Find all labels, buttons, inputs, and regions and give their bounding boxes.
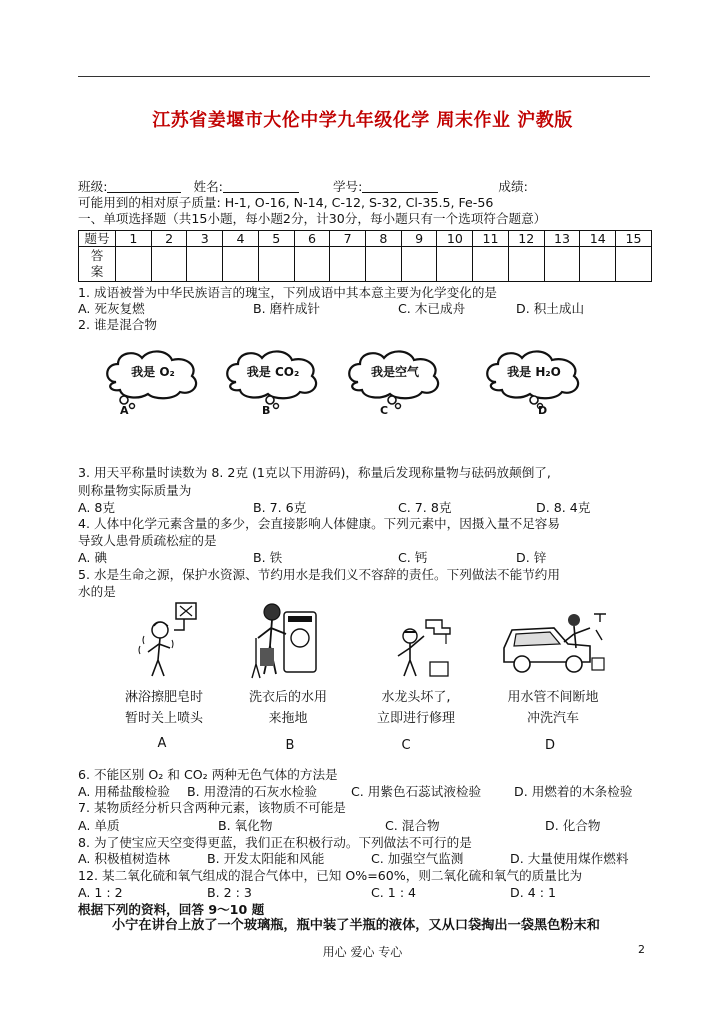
answer-cell[interactable] [508,247,544,282]
faucet-repair-icon [384,614,464,684]
answer-table-number: 5 [258,231,294,247]
car-washing-illustration [498,604,610,680]
bubble-d-letter: D [538,404,548,417]
caption-d-line2: 冲洗汽车 [526,711,579,726]
q6-stem: 6. 不能区别 O₂ 和 CO₂ 两种无色气体的方法是 [78,767,338,782]
q7-option-d: D. 化合物 [545,818,601,833]
answer-table-answer-row [79,247,652,282]
answer-cell[interactable] [116,247,152,282]
q1-option-a: A. 死灰复燃 [78,301,145,316]
answer-table [78,230,652,282]
answer-cell[interactable] [473,247,509,282]
answer-cell[interactable] [580,247,616,282]
answer-cell[interactable] [187,247,223,282]
caption-d-line1: 用水管不间断地 [507,690,599,705]
caption-a-line2: 暂时关上喷头 [124,711,203,726]
caption-a-line1: 淋浴擦肥皂时 [124,690,203,705]
q12-option-a: A. 1 : 2 [78,885,123,900]
answer-label-line2: 案 [90,264,104,279]
q12-stem: 12. 某二氧化硫和氧气组成的混合气体中，已知 O%=60%，则二氧化硫和氧气的质量比为 [78,868,583,883]
page-number: 2 [638,943,645,956]
bubble-a-text: 我是 O₂ [131,365,175,379]
q8-stem: 8. 为了使宝应天空变得更蓝，我们正在积极行动。下列做法不可行的是 [78,835,472,850]
answer-cell[interactable] [258,247,294,282]
q1-option-b: B. 磨杵成针 [253,301,321,316]
caption-d-letter: D [544,738,555,753]
name-blank [223,180,299,193]
q7-stem: 7. 某物质经分析只含两种元素，该物质不可能是 [78,800,346,815]
q3-option-a: A. 8克 [78,500,116,515]
atomic-masses: 可能用到的相对原子质量: H-1, O-16, N-14, C-12, S-32, Cl-35.5, Fe-56 [78,195,494,210]
answer-cell[interactable] [544,247,580,282]
caption-b [240,687,336,729]
q6-option-a: A. 用稀盐酸检验 [78,784,170,799]
q5-stem-line1: 5. 水是生命之源，保护水资源、节约用水是我们义不容辞的责任。下列做法不能节约用 [78,567,560,582]
bubble-b-letter: B [262,404,271,417]
name-label: 姓名: [193,179,223,194]
q8-option-d: D. 大量使用煤作燃料 [510,851,629,866]
q3-option-c: C. 7. 8克 [398,500,452,515]
answer-table-number: 2 [151,231,187,247]
q8-option-b: B. 开发太阳能和风能 [207,851,325,866]
q12-option-d: D. 4 : 1 [510,885,556,900]
thought-bubble-a [98,342,208,417]
q8-option-c: C. 加强空气监测 [371,851,464,866]
q5-stem-line2: 水的是 [78,584,116,599]
answer-cell[interactable] [437,247,473,282]
q3-option-b: B. 7. 6克 [253,500,307,515]
answer-table-number: 8 [366,231,402,247]
answer-table-number: 7 [330,231,366,247]
number-label: 学号: [332,179,363,194]
q7-option-b: B. 氧化物 [218,818,273,833]
bubble-c-letter: C [380,404,389,417]
header-rule [78,76,650,77]
bubble-d-text: 我是 H₂O [507,365,561,379]
q1-option-c: C. 木已成舟 [398,301,466,316]
bubble-c-text: 我是空气 [370,365,419,379]
answer-cell[interactable] [330,247,366,282]
car-washing-icon [498,604,610,680]
answer-table-number: 13 [544,231,580,247]
page-title: 江苏省姜堰市大伦中学九年级化学 周末作业 沪教版 [152,110,573,131]
caption-d [498,687,608,729]
caption-b-letter: B [285,738,295,753]
answer-table-number: 4 [223,231,259,247]
caption-c [368,687,464,729]
thought-bubble-c [340,342,450,417]
reading-text: 小宁在讲台上放了一个玻璃瓶，瓶中装了半瓶的液体，又从口袋掏出一袋黑色粉末和 [112,918,600,933]
answer-cell[interactable] [401,247,437,282]
answer-table-header-row [79,231,652,247]
q8-option-a: A. 积极植树造林 [78,851,170,866]
washing-machine-illustration [246,598,326,682]
answer-table-number: 10 [437,231,473,247]
thought-bubble-d [478,342,590,417]
class-label: 班级: [78,179,108,194]
section1-heading: 一、单项选择题（共15小题，每小题2分，计30分，每小题只有一个选项符合题意） [78,211,547,226]
q7-option-a: A. 单质 [78,818,120,833]
reading-heading: 根据下列的资料，回答 9～10 题 [78,902,265,917]
mopping-person-icon [246,598,326,682]
answer-table-answer-label [79,247,116,282]
shower-person-icon [132,600,202,680]
number-blank [362,180,438,193]
answer-table-number: 9 [401,231,437,247]
score-label: 成绩: [498,179,528,194]
page-footer: 用心 爱心 专心 [322,945,403,959]
q3-option-d: D. 8. 4克 [536,500,591,515]
q12-option-b: B. 2 : 3 [207,885,252,900]
bubble-a-letter: A [120,404,129,417]
caption-c-letter: C [401,738,411,753]
q12-option-c: C. 1 : 4 [371,885,417,900]
class-blank [107,180,181,193]
answer-cell[interactable] [151,247,187,282]
student-info-row [78,179,528,194]
q3-stem-line1: 3. 用天平称量时读数为 8. 2克 (1克以下用游码)，称量后发现称量物与砝码放颠倒了, [78,465,551,480]
caption-a [118,687,210,729]
answer-table-number: 15 [616,231,652,247]
caption-b-line1: 洗衣后的水用 [248,690,327,705]
answer-cell[interactable] [294,247,330,282]
caption-c-line1: 水龙头坏了, [381,690,451,705]
shower-illustration [132,600,202,680]
q4-option-d: D. 锌 [516,550,547,565]
answer-table-number: 11 [473,231,509,247]
answer-table-number: 3 [187,231,223,247]
q1-stem: 1. 成语被誉为中华民族语言的瑰宝，下列成语中其本意主要为化学变化的是 [78,285,498,300]
answer-table-number: 6 [294,231,330,247]
thought-bubble-b [218,342,328,417]
answer-table-number: 14 [580,231,616,247]
q7-option-c: C. 混合物 [385,818,440,833]
faucet-repair-illustration [384,614,464,684]
q1-option-d: D. 积土成山 [516,301,585,316]
answer-label-line1: 答 [90,248,104,263]
answer-table-header-label: 题号 [79,231,116,247]
answer-table-number: 1 [116,231,152,247]
q2-stem: 2. 谁是混合物 [78,317,157,332]
q4-option-c: C. 钙 [398,550,428,565]
q4-stem-line1: 4. 人体中化学元素含量的多少，会直接影响人体健康。下列元素中，因摄入量不足容易 [78,516,560,531]
caption-a-letter: A [157,736,167,751]
q4-option-a: A. 碘 [78,550,107,565]
caption-b-line2: 来拖地 [268,711,308,726]
q6-option-b: B. 用澄清的石灰水检验 [187,784,317,799]
q6-option-d: D. 用燃着的木条检验 [514,784,633,799]
q3-stem-line2: 则称量物实际质量为 [78,483,192,498]
answer-table-number: 12 [508,231,544,247]
answer-cell[interactable] [366,247,402,282]
answer-cell[interactable] [223,247,259,282]
caption-c-line2: 立即进行修理 [376,711,455,726]
answer-cell[interactable] [616,247,652,282]
q6-option-c: C. 用紫色石蕊试液检验 [351,784,482,799]
bubble-b-text: 我是 CO₂ [246,365,300,379]
q4-stem-line2: 导致人患骨质疏松症的是 [78,533,217,548]
q4-option-b: B. 铁 [253,550,283,565]
